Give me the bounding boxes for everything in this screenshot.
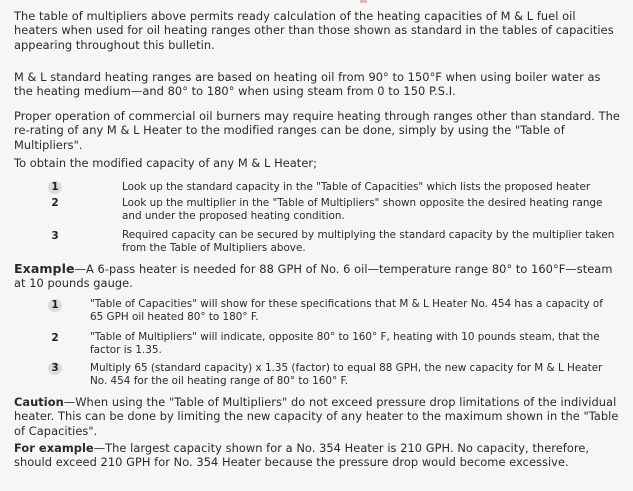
example-step-2-number: 2: [51, 332, 59, 344]
example-step-1-number: 1: [48, 299, 62, 312]
example-step-2-text: "Table of Multipliers" will indicate, opposite 80° to 160° F, heating with 10 pounds steam, that the factor is 1.35.: [90, 331, 600, 356]
step-2-text: Look up the multiplier in the "Table of Multipliers" shown opposite the desired heating range and under the proposed heating condition.: [122, 197, 603, 222]
step-1-number: 1: [48, 181, 62, 194]
example-label: Example: [14, 261, 75, 276]
caution-paragraph: [14, 395, 620, 438]
for-example-text: —The largest capacity shown for a No. 354 Heater is 210 GPH. No capacity, therefore, should exceed 210 GPH for No. 354 Heater because the pressure drop would become excessive.: [14, 441, 590, 470]
print-mark: [360, 0, 367, 3]
for-example-label: For example: [14, 441, 94, 455]
caution-text: —When using the "Table of Multipliers" do not exceed pressure drop limitations of the individual heater. This can be done by limiting the new capacity of any heater to the maximum shown in the "Table of Capacities".: [14, 395, 619, 438]
example-step-1-text: "Table of Capacities" will show for these specifications that M & L Heater No. 454 has a capacity of 65 GPH oil heated 80° to 180° F.: [90, 298, 603, 323]
intro-paragraph: The table of multipliers above permits ready calculation of the heating capacities of M & L fuel oil heaters when used for oil heating ranges other than those shown as standard in the tables of capacities appearing throughout this bulletin.: [14, 9, 614, 52]
caution-label: Caution: [14, 395, 64, 409]
step-1-text: Look up the standard capacity in the "Table of Capacities" which lists the proposed heater: [122, 181, 591, 193]
step-2-number: 2: [51, 197, 59, 209]
operation-paragraph: Proper operation of commercial oil burners may require heating through ranges other than standard. The re-rating of any M & L Heater to the modified ranges can be done, simply by using the "Table of Multipliers".: [14, 109, 620, 152]
obtain-paragraph: To obtain the modified capacity of any M & L Heater;: [14, 156, 318, 170]
heating-ranges-paragraph: M & L standard heating ranges are based on heating oil from 90° to 150°F when using boiler water as the heating medium—and 80° to 180° when using steam from 0 to 150 P.S.I.: [14, 70, 601, 99]
example-text: —A 6-pass heater is needed for 88 GPH of No. 6 oil—temperature range 80° to 160°F—steam at 10 pounds gauge.: [14, 262, 613, 291]
step-3-number: 3: [51, 230, 59, 242]
example-step-3-text: Multiply 65 (standard capacity) x 1.35 (factor) to equal 88 GPH, the new capacity for M & L Heater No. 454 for the oil heating range of 80° to 160° F.: [90, 362, 603, 387]
step-3-text: Required capacity can be secured by multiplying the standard capacity by the multiplier taken from the Table of Multipliers above.: [122, 229, 615, 254]
example-step-3-number: 3: [48, 362, 62, 375]
example-paragraph: [14, 262, 622, 291]
for-example-paragraph: [14, 441, 620, 470]
